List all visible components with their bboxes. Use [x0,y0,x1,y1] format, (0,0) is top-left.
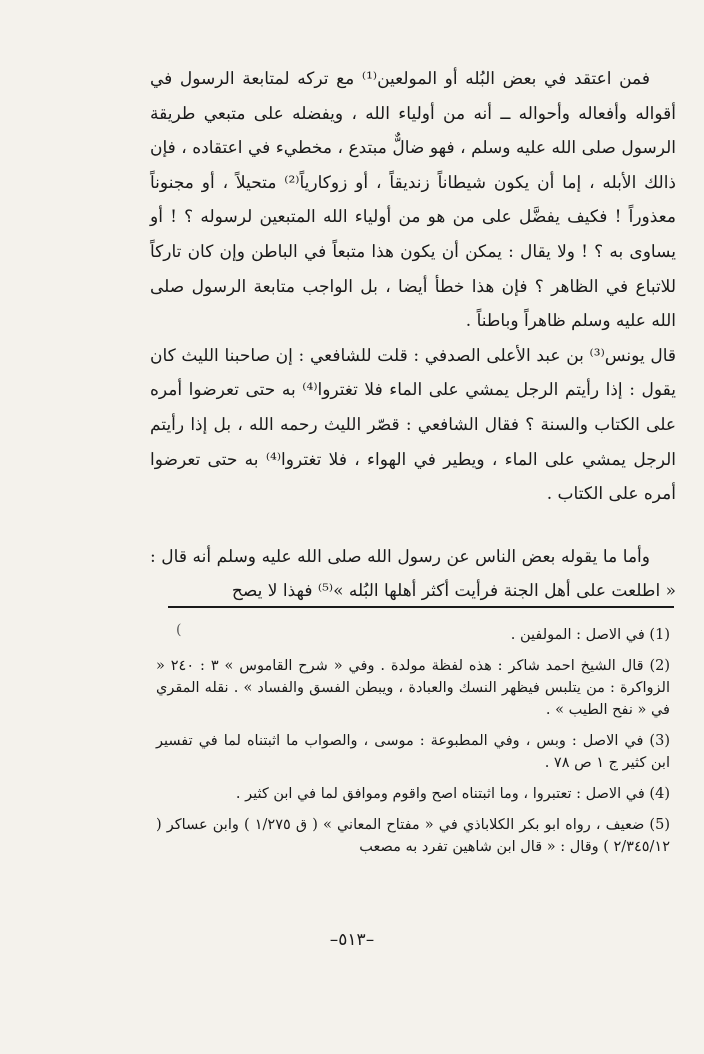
paragraph-2: قال يونس⁽³⁾ بن عبد الأعلى الصدفي : قلت للشافعي : إن صاحبنا الليث كان يقول : إذا رأيتم الرجل يمشي على الماء فلا تغتروا⁽⁴⁾ به حتى تعرضوا أمره على الكتاب والسنة ؟ فقال الشافعي : قصّر الليث رحمه الله ، بل إذا رأيتم الرجل يمشي على الماء ، ويطير في الهواء ، فلا تغتروا⁽⁴⁾ به حتى تعرضوا أمره على الكتاب . [150,345,676,505]
main-text [150,62,676,609]
paragraph-1: فمن اعتقد في بعض البُله أو المولعين⁽¹⁾ مع تركه لمتابعة الرسول في أقواله وأفعاله وأحواله ــ أنه من أولياء الله ، ويفضله على متبعي طريقة الرسول صلى الله عليه وسلم ، فهو ضالٌّ مبتدع ، مخطيء في اعتقاده ، فإن ذالك الأبله ، إما أن يكون شيطاناً زنديقاً ، أو زوكارياً⁽²⁾ متحيلاً ، أو مجنوناً معذوراً ! فكيف يفضَّل على من هو من أولياء الله المتبعين لرسوله ؟ ! أو يساوى به ؟ ! ولا يقال : يمكن أن يكون هذا متبعاً في الباطن وإن كان تاركاً للاتباع في الظاهر ؟ فإن هذا خطأ أيضا ، بل الواجب متابعة الرسول صلى الله عليه وسلم ظاهراً وباطناً . [150,69,676,332]
footnote-1: (1) في الاصل : المولفين . [510,627,670,643]
paragraph-3: وأما ما يقوله بعض الناس عن رسول الله صلى الله عليه وسلم أنه قال : « اطلعت على أهل الجنة فرأيت أكثر أهلها البُله »⁽⁵⁾ فهذا لا يصح [150,546,676,602]
footnote-3: (3) في الاصل : وبس ، وفي المطبوعة : موسى ، والصواب ما اثبتناه لما في تفسير ابن كثير ج ١ ص ٧٨ . [156,733,670,771]
footnote-separator [168,606,674,608]
page-number: –٥١٣– [329,930,375,950]
margin-mark: ( [176,622,182,638]
footnote-5: (5) ضعيف ، رواه ابو بكر الكلاباذي في « مفتاح المعاني » ( ق ١/٢٧٥ ) وابن عساكر ( ٢/٣٤٥/١٢ ) وقال : « قال ابن شاهين تفرد به مصعب [156,817,670,855]
footnote-2: (2) قال الشيخ احمد شاكر : هذه لفظة مولدة . وفي « شرح القاموس » ٣ : ٢٤٠ « الزواكرة : من يتلبس فيظهر النسك والعبادة ، ويبطن الفسق والفساد » . نقله المقري في « نفح الطيب » . [156,658,671,718]
footnotes [156,624,670,867]
footnote-4: (4) في الاصل : تعتبروا ، وما اثبتناه اصح واقوم وموافق لما في ابن كثير . [235,786,670,802]
